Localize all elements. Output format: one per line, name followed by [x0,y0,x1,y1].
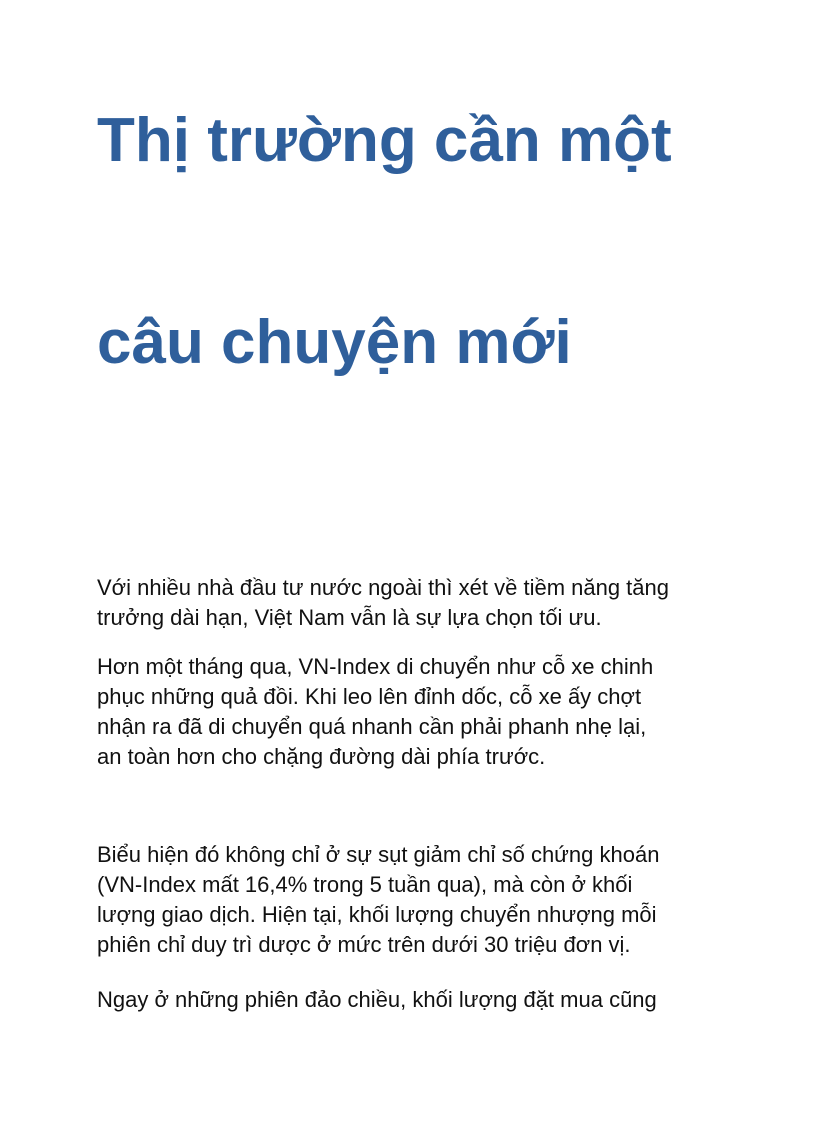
paragraph-line: trưởng dài hạn, Việt Nam vẫn là sự lựa chọn tối ưu. [97,605,602,630]
paragraph-line: an toàn hơn cho chặng đường dài phía trước. [97,744,546,769]
paragraph-line: Biểu hiện đó không chỉ ở sự sụt giảm chỉ số chứng khoán [97,842,660,867]
paragraph-2 [97,652,737,772]
paragraph-line: Ngay ở những phiên đảo chiều, khối lượng đặt mua cũng [97,987,657,1012]
title-line-2: câu chuyện mới [97,308,572,377]
paragraph-line: phục những quả đồi. Khi leo lên đỉnh dốc, cỗ xe ấy chợt [97,684,642,709]
title-line-1: Thị trường cần một [97,106,672,175]
paragraph-line: phiên chỉ duy trì dược ở mức trên dưới 30 triệu đơn vị. [97,932,631,957]
paragraph-line: nhận ra đã di chuyển quá nhanh cần phải phanh nhẹ lại, [97,714,647,739]
paragraph-line: (VN-Index mất 16,4% trong 5 tuần qua), mà còn ở khối [97,872,633,897]
paragraph-line: Với nhiều nhà đầu tư nước ngoài thì xét về tiềm năng tăng [97,575,669,600]
paragraph-line: Hơn một tháng qua, VN-Index di chuyển như cỗ xe chinh [97,654,654,679]
paragraph-4 [97,985,737,1015]
paragraph-line: lượng giao dịch. Hiện tại, khối lượng chuyển nhượng mỗi [97,902,657,927]
paragraph-3 [97,840,737,960]
paragraph-1 [97,573,737,633]
